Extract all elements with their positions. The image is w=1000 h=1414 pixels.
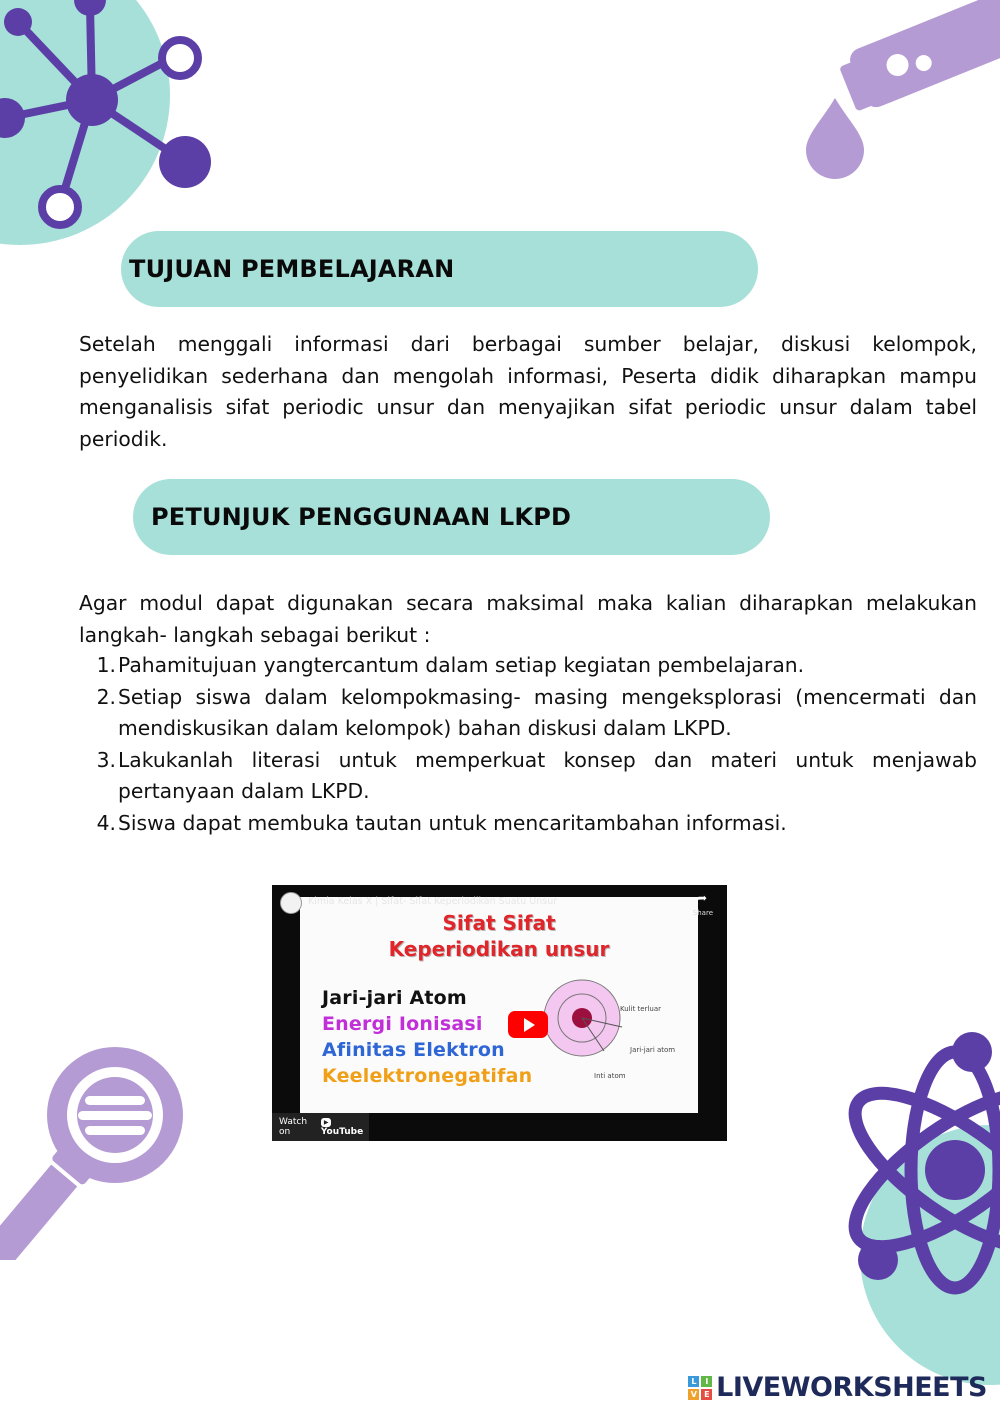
watch-on-youtube-button[interactable] [272,1113,369,1141]
brand-mark-letter: V [688,1389,699,1400]
petunjuk-heading: PETUNJUK PENGGUNAAN LKPD [151,503,572,531]
tujuan-heading-pill [121,231,758,307]
list-item [79,682,977,745]
magnifier-icon [0,1040,200,1260]
steps-list [79,650,977,839]
brand-name: LIVEWORKSHEETS [716,1372,987,1403]
drop-icon [806,98,864,179]
video-term: Jari-jari Atom [322,987,467,1009]
channel-avatar[interactable] [280,892,302,914]
test-tube-icon [800,0,1000,190]
tujuan-body: Setelah menggali informasi dari berbagai sumber belajar, diskusi kelompok, penyelidikan sederhana dan mengolah informasi, Peserta didik diharapkan mampu menganalisis sifat periodic unsur dan menyajikan sifat periodic unsur dalam tabel periodik. [79,332,977,451]
list-item [79,650,977,682]
youtube-video-embed[interactable] [272,885,727,1141]
brand-mark-icon [688,1376,712,1400]
petunjuk-intro: Agar modul dapat digunakan secara maksimal maka kalian diharapkan melakukan langkah- langkah sebagai berikut : [79,591,977,647]
diagram-label-core: Inti atom [594,1072,626,1080]
video-thumbnail[interactable] [300,897,698,1113]
brand-mark-letter: I [701,1376,712,1387]
petunjuk-heading-pill [133,479,770,555]
play-icon[interactable] [508,1011,548,1038]
video-term: Afinitas Elektron [322,1039,505,1061]
brand-mark-letter: L [688,1376,699,1387]
list-item [79,808,977,840]
liveworksheets-logo[interactable] [688,1372,987,1403]
video-title[interactable]: Kimia Kelas X | Sifat- Sifat Keperiodikan Suatu Unsur [308,896,558,907]
step-number: 1. [96,653,116,677]
video-heading-line2: Keperiodikan unsur [388,937,610,961]
tujuan-heading: TUJUAN PEMBELAJARAN [129,255,455,283]
step-number: 4. [96,810,116,835]
list-item [79,745,977,808]
atom-radius-diagram [542,971,642,1091]
brand-mark-letter: E [701,1389,712,1400]
share-label[interactable]: Share [692,909,713,917]
diagram-label-radius: Jari-jari atom [630,1046,676,1054]
step-text: Lakukanlah literasi untuk memperkuat konsep dan materi untuk menjawab pertanyaan dalam LKPD. [118,747,977,803]
video-heading-line1: Sifat Sifat [442,911,556,935]
video-term: Keelektronegatifan [322,1065,533,1087]
step-text: Siswa dapat membuka tautan untuk mencaritambahan informasi. [118,810,787,835]
step-number: 2. [96,684,116,709]
share-icon[interactable]: ➦ [696,891,707,905]
watch-on-label: Watch on [279,1117,308,1137]
youtube-logo: ▶ YouTube [321,1117,369,1137]
step-text: Setiap siswa dalam kelompokmasing- masing mengeksplorasi (mencermati dan mendiskusikan dalam kelompok) bahan diskusi dalam LKPD. [118,684,977,740]
step-text: Pahamitujuan yangtercantum dalam setiap kegiatan pembelajaran. [118,653,805,677]
video-term: Energi Ionisasi [322,1013,483,1035]
step-number: 3. [96,747,116,772]
diagram-label-outer: Kulit terluar [620,1005,662,1013]
atom-icon [780,1025,1000,1414]
